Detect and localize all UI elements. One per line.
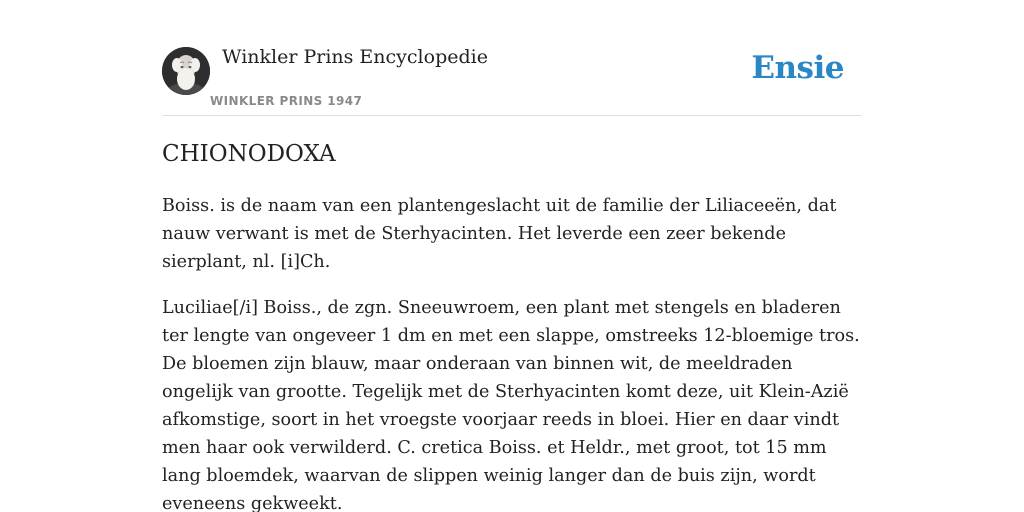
article-body <box>162 192 866 512</box>
source-title[interactable]: Winkler Prins Encyclopedie <box>222 46 488 68</box>
avatar[interactable] <box>162 47 210 95</box>
article-title: CHIONODOXA <box>162 141 336 167</box>
brand-logo-link[interactable]: Ensie <box>751 50 844 86</box>
page-header <box>162 44 862 116</box>
source-subtitle: WINKLER PRINS 1947 <box>210 94 363 108</box>
bearded-man-portrait-icon <box>162 47 210 95</box>
article-paragraph: Luciliae[/i] Boiss., de zgn. Sneeuwroem, een plant met stengels en bladeren ter lengte van ongeveer 1 dm en met een slappe, omstreeks 12-bloemige tros. De bloemen zijn blauw, maar onderaan van binnen wit, de meeldraden ongelijk van grootte. Tegelijk met de Sterhyacinten komt deze, uit Klein-Azië afkomstige, soort in het vroegste voorjaar reeds in bloei. Hier en daar vindt men haar ook verwilderd. C. cretica Boiss. et Heldr., met groot, tot 15 mm lang bloemdek, waarvan de slippen weinig langer dan de buis zijn, wordt eveneens gekweekt. <box>162 298 860 512</box>
article-paragraph: Boiss. is de naam van een plantengeslacht uit de familie der Liliaceeën, dat nauw verwant is met de Sterhyacinten. Het leverde een zeer bekende sierplant, nl. [i]Ch. <box>162 196 837 272</box>
